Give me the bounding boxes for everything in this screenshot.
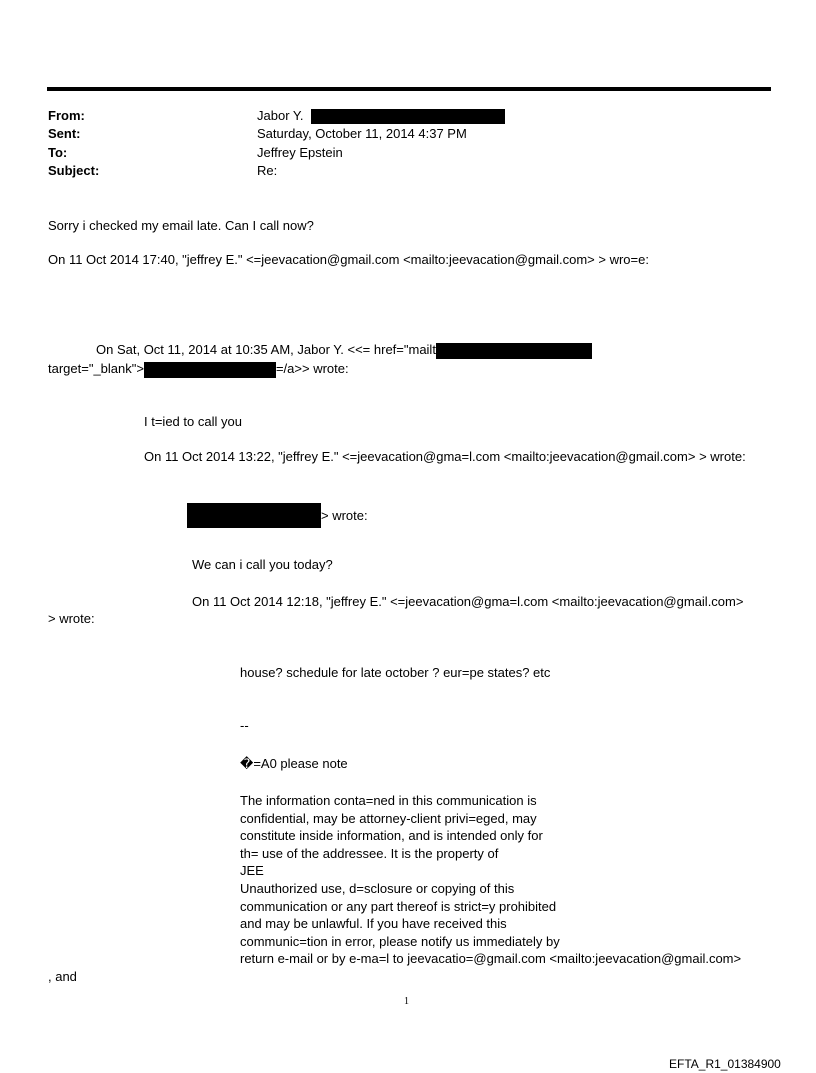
- page-number: 1: [404, 996, 409, 1007]
- redaction-block: [311, 109, 505, 124]
- sent-value: Saturday, October 11, 2014 4:37 PM: [257, 126, 467, 141]
- redaction-block: [436, 343, 592, 359]
- quote-header: [187, 503, 368, 528]
- quote-header-text: > wrote:: [321, 508, 368, 523]
- sent-label: Sent:: [48, 126, 81, 141]
- subject-label: Subject:: [48, 163, 100, 178]
- redaction-block: [144, 362, 276, 378]
- quote-header: On 11 Oct 2014 17:40, "jeffrey E." <=jeevacation@gmail.com <mailto:jeevacation@gmail.com> > wro=e:: [48, 252, 649, 267]
- bates-number: EFTA_R1_01384900: [669, 1057, 781, 1071]
- quote-header: On 11 Oct 2014 12:18, "jeffrey E." <=jeevacation@gma=l.com <mailto:jeevacation@gmail.com>: [192, 594, 744, 609]
- body-line: , and: [48, 969, 77, 984]
- subject-value: Re:: [257, 163, 278, 178]
- quote-header-text: =/a>> wrote:: [275, 361, 349, 376]
- quote-header: On 11 Oct 2014 13:22, "jeffrey E." <=jeevacation@gma=l.com <mailto:jeevacation@gmail.com> > wrote:: [144, 449, 746, 464]
- quote-header-text: target="_blank">: [48, 361, 144, 376]
- redaction-block: [187, 503, 321, 528]
- signature-separator: --: [240, 718, 249, 733]
- from-name: Jabor Y.: [257, 108, 304, 123]
- to-value: Jeffrey Epstein: [257, 145, 343, 160]
- quote-header: [96, 342, 592, 359]
- body-line: �=A0 please note: [240, 756, 348, 771]
- to-label: To:: [48, 145, 68, 160]
- header-rule: [47, 87, 771, 91]
- body-line: I t=ied to call you: [144, 414, 242, 429]
- body-line: house? schedule for late october ? eur=pe states? etc: [240, 665, 551, 680]
- quote-header-cont: > wrote:: [48, 611, 95, 626]
- body-line: Sorry i checked my email late. Can I call now?: [48, 218, 314, 233]
- confidentiality-disclaimer: The information conta=ned in this communication is confidential, may be attorney-client privi=eged, may constitute inside information, and is intended only for th= use of the addressee. It is the property of JEE Unauthorized use, d=sclosure or copying of this communication or any part thereof is strict=y prohibited and may be unlawful. If you have received this communic=tion in error, please notify us immediately by return e-mail or by e-ma=l to jeevacatio=@gmail.com <mailto:jeevacation@gmail.com>: [240, 793, 742, 967]
- quote-header-cont: [48, 361, 349, 378]
- from-value: [257, 108, 505, 124]
- from-label: From:: [48, 108, 85, 123]
- quote-header-text: On Sat, Oct 11, 2014 at 10:35 AM, Jabor Y. <<= href="mailt: [96, 342, 436, 357]
- body-line: We can i call you today?: [192, 557, 333, 572]
